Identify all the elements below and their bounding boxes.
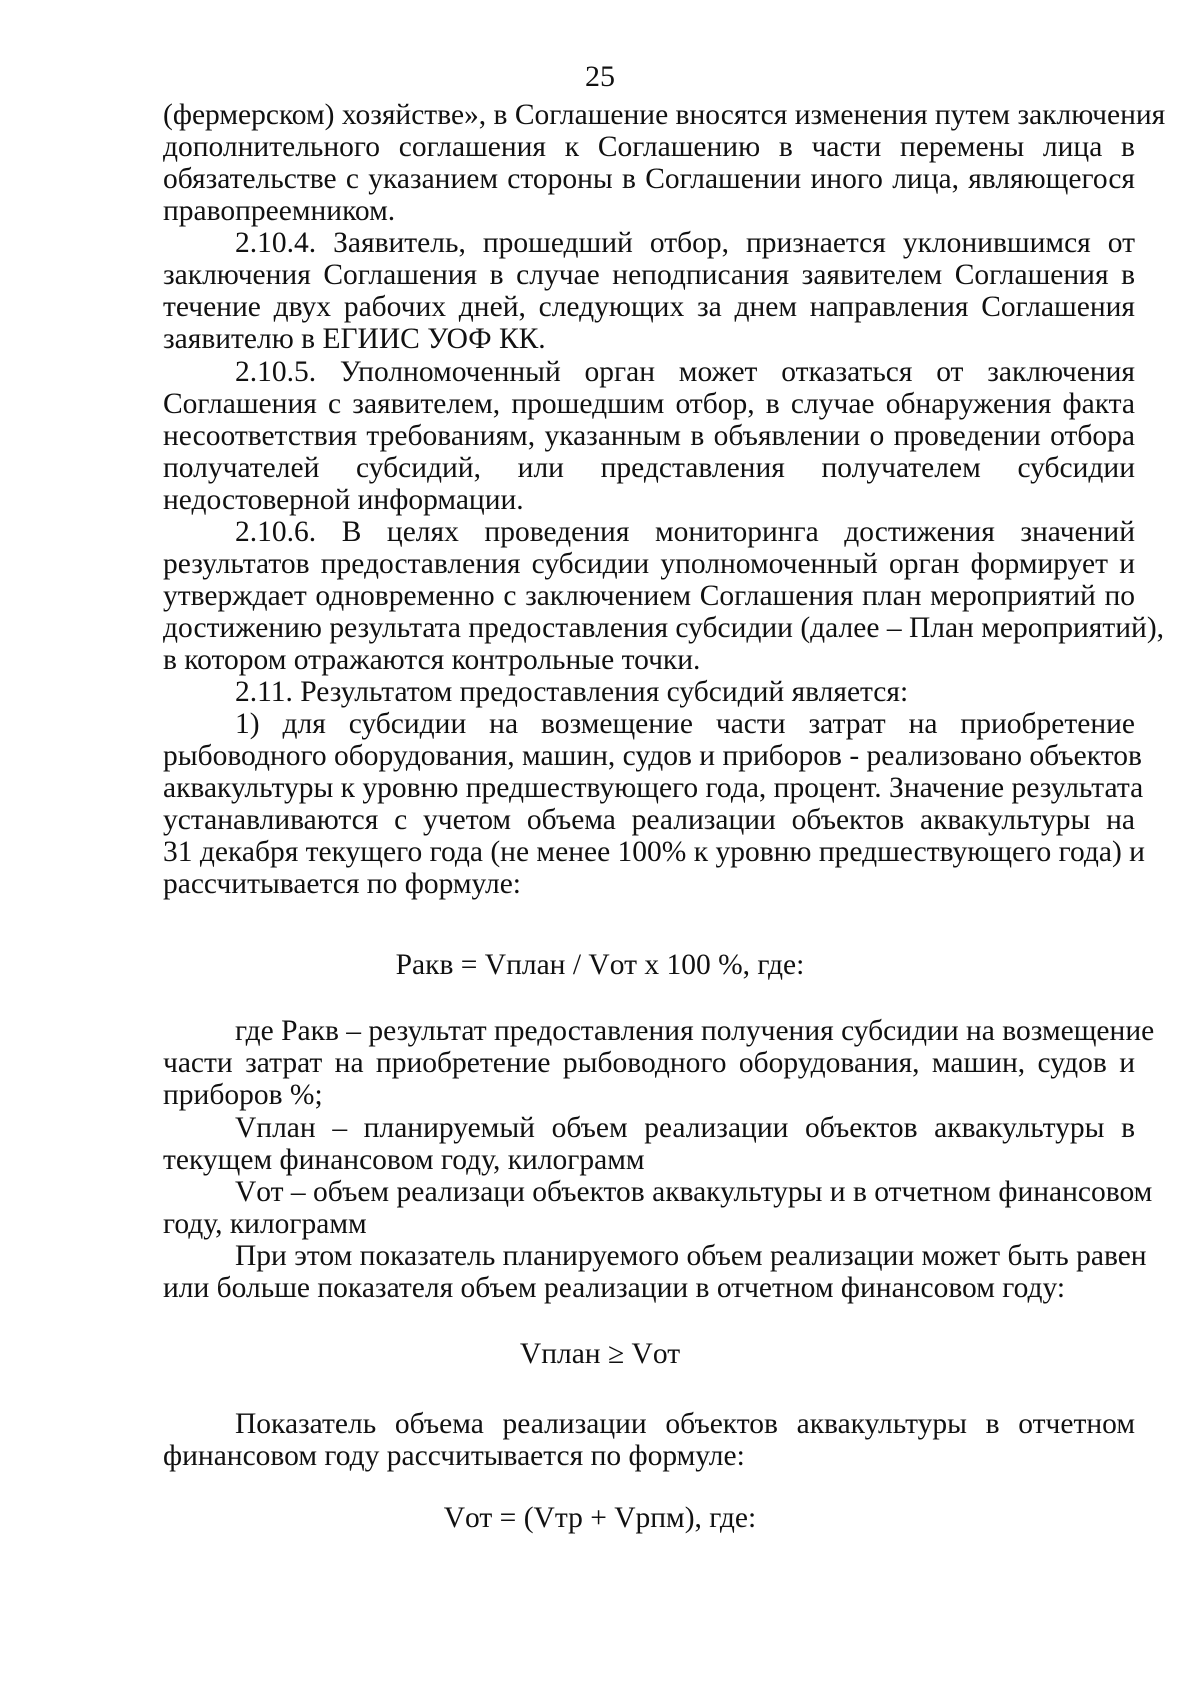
text-line: течение двух рабочих дней, следующих за днем направления Соглашения — [163, 291, 1135, 323]
text-line: заключения Соглашения в случае неподписания заявителем Соглашения в — [163, 259, 1135, 291]
text-line: финансовом году рассчитывается по формуле: — [163, 1440, 745, 1472]
text-line: Vплан – планируемый объем реализации объектов аквакультуры в — [235, 1112, 1135, 1144]
text-line: устанавливаются с учетом объема реализации объектов аквакультуры на — [163, 804, 1135, 836]
text-line: утверждает одновременно с заключением Соглашения план мероприятий по — [163, 580, 1135, 612]
text-line: правопреемником. — [163, 195, 396, 227]
text-line: достижению результата предоставления субсидии (далее – План мероприятий), — [163, 612, 1165, 644]
text-line: 2.11. Результатом предоставления субсидий является: — [235, 676, 909, 708]
text-line: в котором отражаются контрольные точки. — [163, 644, 701, 676]
text-line: или больше показателя объем реализации в отчетном финансовом году: — [163, 1272, 1066, 1304]
text-line: приборов %; — [163, 1079, 323, 1111]
formula-line: Vот = (Vтр + Vрпм), где: — [443, 1502, 757, 1534]
text-line: рыбоводного оборудования, машин, судов и приборов - реализовано объектов — [163, 740, 1142, 772]
text-line: году, килограмм — [163, 1208, 367, 1240]
text-line: При этом показатель планируемого объем реализации может быть равен — [235, 1240, 1147, 1272]
text-line: недостоверной информации. — [163, 484, 524, 516]
text-line: где Ракв – результат предоставления получения субсидии на возмещение — [235, 1015, 1155, 1047]
text-line: рассчитывается по формуле: — [163, 868, 522, 900]
text-line: получателей субсидий, или представления получателем субсидии — [163, 452, 1135, 484]
text-line: дополнительного соглашения к Соглашению в части перемены лица в — [163, 131, 1135, 163]
text-line: (фермерском) хозяйстве», в Соглашение вносятся изменения путем заключения — [163, 99, 1166, 131]
text-line: 2.10.4. Заявитель, прошедший отбор, признается уклонившимся от — [235, 227, 1135, 259]
text-line: текущем финансовом году, килограмм — [163, 1144, 645, 1176]
formula-line: Ракв = Vплан / Vот x 100 %, где: — [395, 949, 805, 981]
text-line: 2.10.6. В целях проведения мониторинга достижения значений — [235, 516, 1135, 548]
text-line: части затрат на приобретение рыбоводного оборудования, машин, судов и — [163, 1047, 1135, 1079]
text-line: несоответствия требованиям, указанным в объявлении о проведении отбора — [163, 420, 1135, 452]
text-line: Соглашения с заявителем, прошедшим отбор, в случае обнаружения факта — [163, 388, 1135, 420]
text-line: результатов предоставления субсидии уполномоченный орган формирует и — [163, 548, 1135, 580]
formula-line: Vплан ≥ Vот — [519, 1338, 681, 1370]
text-line: аквакультуры к уровню предшествующего года, процент. Значение результата — [163, 772, 1144, 804]
text-line: Vот – объем реализаци объектов аквакультуры и в отчетном финансовом — [235, 1176, 1153, 1208]
text-line: 2.10.5. Уполномоченный орган может отказаться от заключения — [235, 356, 1135, 388]
text-line: Показатель объема реализации объектов аквакультуры в отчетном — [235, 1408, 1135, 1440]
text-line: 31 декабря текущего года (не менее 100% к уровню предшествующего года) и — [163, 836, 1145, 868]
text-line: обязательстве с указанием стороны в Соглашении иного лица, являющегося — [163, 163, 1135, 195]
text-line: заявителю в ЕГИИС УОФ КК. — [163, 323, 546, 355]
page-number: 25 — [585, 60, 615, 93]
text-line: 1) для субсидии на возмещение части затрат на приобретение — [235, 708, 1135, 740]
